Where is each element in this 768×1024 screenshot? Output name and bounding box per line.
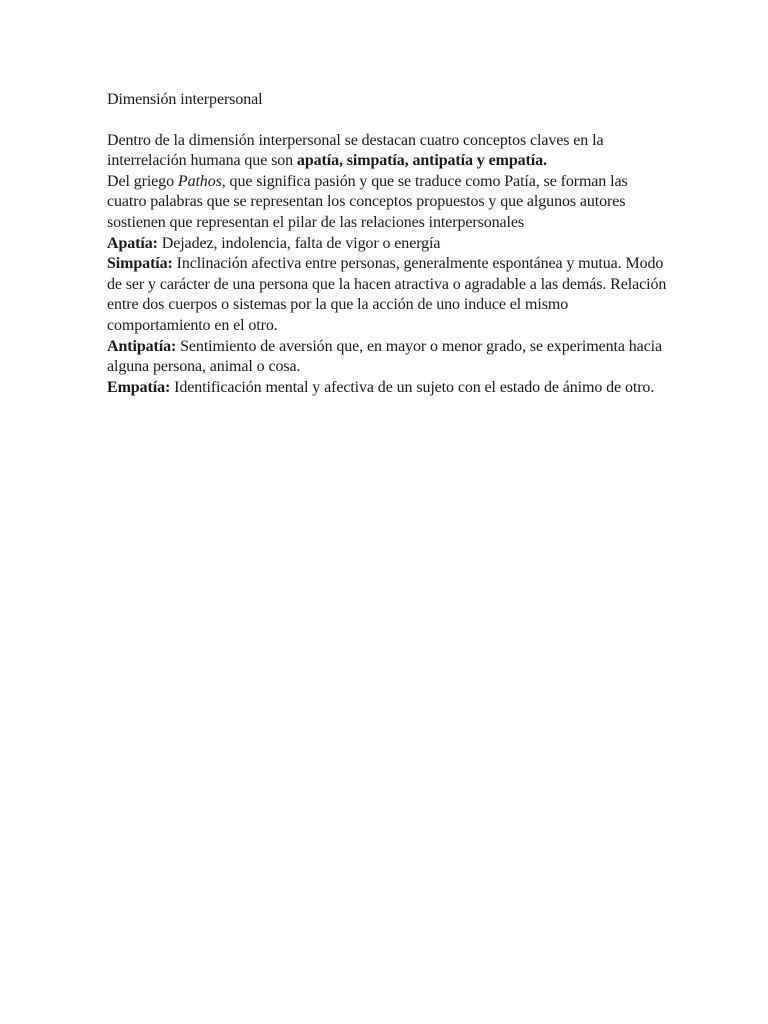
origin-italic-word: Pathos (177, 172, 222, 190)
definition-text: Sentimiento de aversión que, en mayor o menor grado, se experimenta hacia alguna persona, animal o cosa. (107, 337, 662, 376)
definition-term: Empatía: (107, 378, 171, 396)
definition-apatia (107, 234, 667, 255)
origin-text-before: Del griego (107, 172, 178, 190)
definition-text: Identificación mental y afectiva de un sujeto con el estado de ánimo de otro. (170, 378, 655, 396)
definition-term: Antipatía: (107, 337, 177, 355)
origin-paragraph (107, 172, 667, 234)
document-title: Dimensión interpersonal (107, 91, 263, 108)
definition-text: Inclinación afectiva entre personas, generalmente espontánea y mutua. Modo de ser y carácter de una persona que la hacen atractiva o agradable a las demás. Relación entre dos cuerpos o sistemas por la que la acción de uno induce el mismo comportamiento en el otro. (107, 255, 667, 334)
definition-simpatia (107, 254, 667, 336)
definition-term: Simpatía: (107, 255, 173, 273)
definition-term: Apatía: (107, 234, 158, 252)
intro-paragraph (107, 131, 667, 172)
definition-empatia (107, 378, 667, 399)
intro-text: Dentro de la dimensión interpersonal se destacan cuatro conceptos claves en la interrelación humana que son (107, 131, 604, 170)
origin-text-after: , que significa pasión y que se traduce como Patía, se forman las cuatro palabras que se representan los conceptos propuestos y que algunos autores sostienen que representan el pilar de las relaciones interpersonales (107, 172, 628, 231)
document-page (107, 90, 667, 398)
definition-text: Dejadez, indolencia, falta de vigor o energía (157, 234, 441, 252)
intro-key-terms: apatía, simpatía, antipatía y empatía. (296, 152, 547, 170)
definition-antipatia (107, 337, 667, 378)
